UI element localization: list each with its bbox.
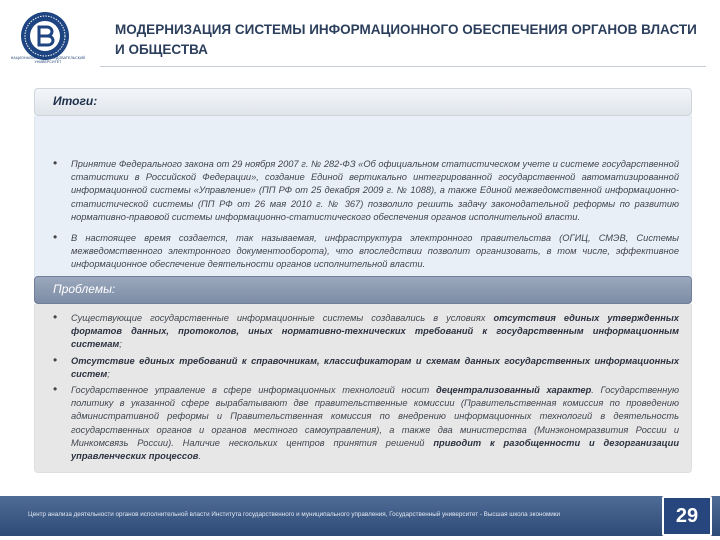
problems-section xyxy=(34,276,692,473)
footer-bar xyxy=(0,496,720,536)
problems-item-3-middle: . Государственную политику в указанной сфере вырабатывают две правительственные комиссии (Правительственная комиссия по проведению административной реформы и Правительственная комиссия по внедрению информационных технологий в деятельность государственных органов и органов местного самоуправления), а также два министерства (Минэкономразвития России и Минкомсвязь России). Наличие нескольких центров принятия решений xyxy=(71,385,680,448)
problems-item-3 xyxy=(35,384,679,463)
problems-item-1-text: Существующие государственные информационные системы создавались в условиях xyxy=(71,313,494,323)
problems-item-2 xyxy=(35,355,679,381)
problems-item-3-emphasis-2: приводит к разобщенности и дезорганизации управленческих процессов xyxy=(71,437,679,462)
results-item-1: • Принятие Федерального закона от 29 ноября 2007 г. № 282-ФЗ «Об официальном статистическом учете и системе государственной статистики в Российской Федерации», создание Единой вертикально интегрированной государственной автоматизированной информационной системы «Управление» (ПП РФ от 25 декабря 2009 г. № 1088), а также Единой межведомственной информационно-статистической системы (ПП РФ от 26 мая 2010 г. № 367) позволило решить задачу законодательной реформы по развитию нормативно-правовой системы информационно-статистического обеспечения органов исполнительной власти. xyxy=(35,158,679,224)
problems-item-1-end: ; xyxy=(119,339,122,350)
problems-item-1-emphasis: отсутствия единых утвержденных форматов данных, протоколов, иных нормативно-технических требований к государственным информационным системам xyxy=(71,313,679,350)
slide-title: МОДЕРНИЗАЦИЯ СИСТЕМЫ ИНФОРМАЦИОННОГО ОБЕСПЕЧЕНИЯ ОРГАНОВ ВЛАСТИ И ОБЩЕСТВА xyxy=(115,22,697,57)
results-header xyxy=(34,88,692,116)
problems-label: Проблемы: xyxy=(53,282,116,296)
footer-text: Центр анализа деятельности органов исполнительной власти Института государственного и муниципального управления, Государственный университет - Высшая школа экономики xyxy=(28,511,561,518)
results-section xyxy=(34,88,692,281)
problems-body xyxy=(34,304,692,473)
problems-item-2-end: ; xyxy=(107,368,110,379)
problems-item-3-text: Государственное управление в сфере информационных технологий носит xyxy=(71,385,436,396)
results-label: Итоги: xyxy=(53,94,98,108)
problems-header xyxy=(34,276,692,304)
problems-item-1 xyxy=(35,312,679,352)
results-body xyxy=(34,116,692,281)
problems-item-2-emphasis: Отсутствие единых требований к справочникам, классификаторам и схемам данных государственных информационных систем xyxy=(71,355,679,379)
problems-item-3-end: . xyxy=(198,451,201,462)
results-item-2: • В настоящее время создается, так называемая, инфраструктура электронного правительства (ОГИЦ, СМЭВ, Системы межведомственного электронного документооборота), что впоследствии позволит организовать, в том числе, эффективное информационное обеспечение деятельности органов исполнительной власти. xyxy=(35,232,679,272)
title-divider xyxy=(100,66,706,67)
problems-item-3-emphasis: децентрализованный характер xyxy=(435,385,592,396)
logo-caption: НАЦИОНАЛЬНЫЙ ИССЛЕДОВАТЕЛЬСКИЙ УНИВЕРСИТЕТ xyxy=(10,56,86,64)
page-number-box xyxy=(662,496,712,536)
page-number: 29 xyxy=(675,505,699,527)
